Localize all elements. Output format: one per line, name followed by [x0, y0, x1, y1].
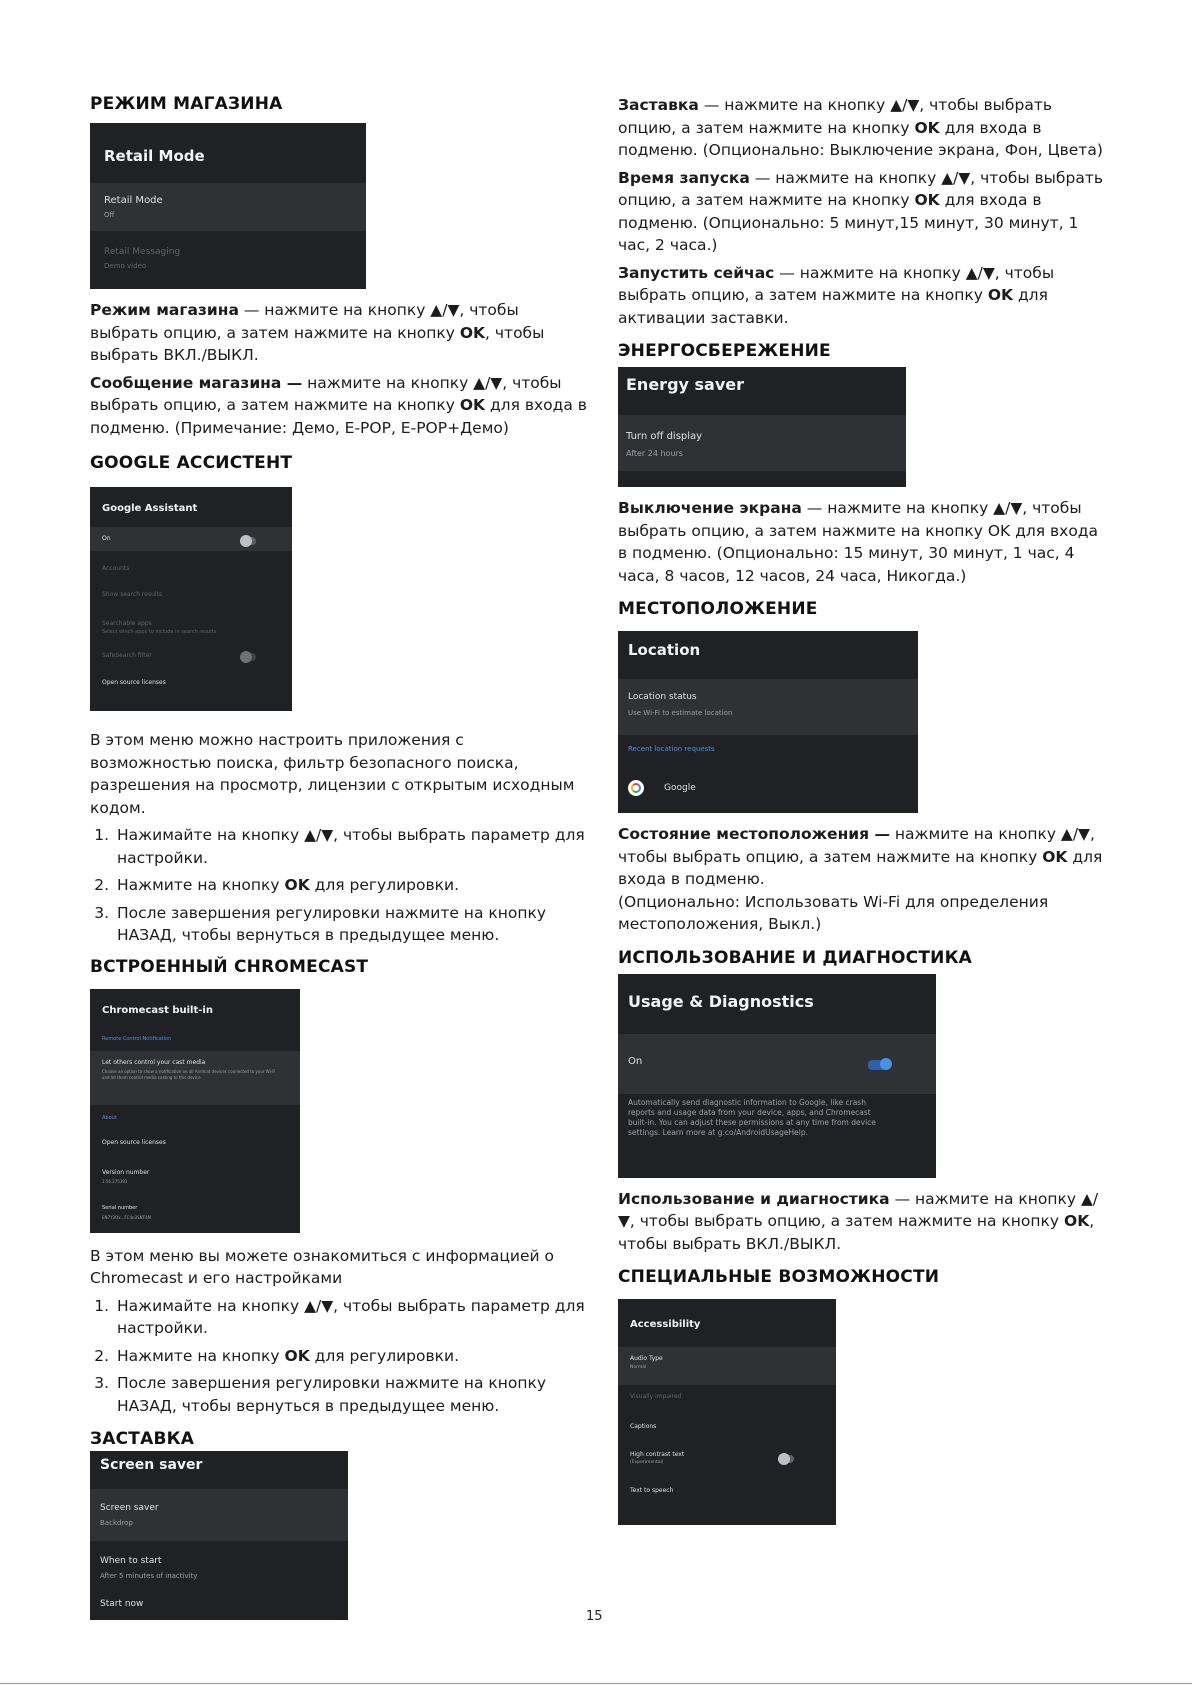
shot-item-sub: EN7Y3Ox...FC4n3SNT4M [102, 1214, 152, 1220]
shot-item: Retail Mode [104, 195, 163, 206]
shot-row-highlight [618, 1347, 836, 1385]
shot-item: Version number [102, 1168, 150, 1176]
energy-saver-screenshot [618, 367, 906, 487]
shot-item-sub: (Experimental) [630, 1460, 664, 1465]
shot-item-sub: After 5 minutes of inactivity [100, 1572, 198, 1580]
shot-item: Visually impaired [630, 1393, 682, 1400]
shot-item: On [102, 535, 111, 542]
shot-title: Screen saver [100, 1457, 203, 1473]
shot-item: Open source licenses [102, 679, 166, 686]
toggle-icon [240, 653, 256, 661]
shot-item: Captions [630, 1423, 657, 1430]
shot-item: Searchable apps [102, 620, 152, 627]
shot-item: SafeSearch filter [102, 652, 152, 659]
step: 1. Нажимайте на кнопку ▲/▼, чтобы выбрать параметр для настройки. [114, 824, 590, 869]
steps-list [90, 1295, 590, 1418]
retail-mode-screenshot [90, 123, 366, 289]
shot-section: Recent location requests [628, 745, 715, 753]
section-heading-energy: ЭНЕРГОСБЕРЕЖЕНИЕ [618, 341, 831, 361]
step: 3. После завершения регулировки нажмите на кнопку НАЗАД, чтобы вернуться в предыдущее меню. [114, 902, 590, 947]
shot-row-highlight [618, 679, 918, 735]
toggle-icon [868, 1060, 890, 1070]
section-heading-screensaver: ЗАСТАВКА [90, 1429, 195, 1449]
shot-title: Energy saver [626, 375, 745, 394]
shot-title: Retail Mode [104, 147, 205, 165]
accessibility-screenshot [618, 1299, 836, 1525]
toggle-icon [778, 1455, 794, 1463]
shot-item-sub: 1.56.275391 [102, 1178, 128, 1184]
paragraph: Состояние местоположения — нажмите на кнопку ▲/▼, чтобы выбрать опцию, а затем нажмите на кнопку OK для входа в подменю. (Опционально: Использовать Wi-Fi для определения местоположения, Выкл.) [618, 825, 1103, 933]
paragraph: Заставка — нажмите на кнопку ▲/▼, чтобы выбрать опцию, а затем нажмите на кнопку OK для входа в подменю. (Опционально: Выключение экрана, Фон, Цвета) [618, 96, 1103, 159]
shot-item-sub: Off [104, 211, 115, 219]
shot-item: On [628, 1055, 643, 1067]
paragraph: Режим магазина — нажмите на кнопку ▲/▼, чтобы выбрать опцию, а затем нажмите на кнопку OK, чтобы выбрать ВКЛ./ВЫКЛ. [90, 301, 545, 364]
step: 1. Нажимайте на кнопку ▲/▼, чтобы выбрать параметр для настройки. [114, 1295, 590, 1340]
step: 2. Нажмите на кнопку OK для регулировки. [114, 874, 590, 897]
usage-diagnostics-screenshot [618, 974, 936, 1178]
section-heading-usage: ИСПОЛЬЗОВАНИЕ И ДИАГНОСТИКА [618, 947, 973, 968]
google-assistant-screenshot [90, 487, 292, 711]
shot-row-highlight [90, 1489, 348, 1541]
steps-list [90, 824, 590, 947]
left-column [90, 94, 590, 1630]
shot-item-sub: Select which apps to include in search results [102, 629, 217, 635]
shot-item: Let others control your cast media [102, 1058, 206, 1066]
shot-title: Google Assistant [102, 503, 198, 514]
paragraph: В этом меню вы можете ознакомиться с информацией о Chromecast и его настройками [90, 1246, 554, 1287]
shot-section: About [102, 1114, 117, 1121]
paragraph: Запустить сейчас — нажмите на кнопку ▲/▼, чтобы выбрать опцию, а затем нажмите на кнопку OK для активации заставки. [618, 263, 1055, 327]
location-screenshot [618, 631, 918, 813]
shot-item-sub: Demo video [104, 262, 147, 270]
shot-item: Retail Messaging [104, 247, 181, 257]
shot-item: Turn off display [626, 431, 703, 442]
page-number: 15 [586, 1609, 603, 1624]
shot-item: Location status [628, 692, 697, 702]
shot-item-sub: Use Wi-Fi to estimate location [628, 709, 733, 717]
shot-description: Automatically send diagnostic information to Google, like crash reports and usage data from your device, apps, and Chromecast built-in. You can adjust these permissions at any time from device settings. Learn more at g.co/AndroidUsageHelp. [628, 1097, 876, 1137]
shot-section: Remote Control Notification [102, 1035, 172, 1042]
section-heading-location: МЕСТОПОЛОЖЕНИЕ [618, 599, 818, 619]
step: 3. После завершения регулировки нажмите на кнопку НАЗАД, чтобы вернуться в предыдущее меню. [114, 1372, 590, 1417]
shot-item: When to start [100, 1556, 162, 1566]
shot-item-sub: Choose an option to show a notification on all Android devices connected to your Wi-Fi and let them control media casting to this device [102, 1068, 276, 1080]
screen-saver-screenshot [90, 1451, 348, 1620]
section-heading-retail: РЕЖИМ МАГАЗИНА [90, 94, 283, 114]
step: 2. Нажмите на кнопку OK для регулировки. [114, 1345, 590, 1368]
shot-item: Audio Type [630, 1355, 663, 1362]
toggle-icon [240, 537, 256, 545]
paragraph: В этом меню можно настроить приложения с возможностью поиска, фильтр безопасного поиска, разрешения на просмотр, лицензии с открытым исходным кодом. [90, 731, 575, 817]
paragraph: Сообщение магазина — нажмите на кнопку ▲/▼, чтобы выбрать опцию, а затем нажмите на кнопку OK для входа в подменю. (Примечание: Демо, E-POP, E-POP+Демо) [90, 373, 587, 437]
footer-divider [0, 1683, 1192, 1684]
shot-title: Chromecast built-in [102, 1004, 213, 1016]
shot-item-sub: Normal [630, 1365, 647, 1370]
shot-item: Text to speech [630, 1487, 674, 1494]
shot-row-highlight [90, 183, 366, 231]
shot-title: Location [628, 641, 701, 659]
paragraph: Выключение экрана — нажмите на кнопку ▲/▼, чтобы выбрать опцию, а затем нажмите на кнопку OK для входа в подменю. (Опционально: 15 минут, 30 минут, 1 час, 4 часа, 8 часов, 12 часов, 24 часа, Никогда.) [618, 499, 1099, 585]
shot-item: Start now [100, 1599, 144, 1609]
shot-item: Open source licenses [102, 1138, 166, 1146]
section-heading-chromecast: ВСТРОЕННЫЙ CHROMECAST [90, 956, 369, 977]
google-icon [628, 780, 644, 796]
shot-row-highlight [90, 527, 292, 551]
shot-row-highlight [618, 415, 906, 471]
shot-title: Usage & Diagnostics [628, 991, 814, 1011]
shot-item: Google [664, 783, 696, 793]
shot-item: High contrast text [630, 1451, 685, 1458]
section-heading-accessibility: СПЕЦИАЛЬНЫЕ ВОЗМОЖНОСТИ [618, 1267, 940, 1287]
shot-item-sub: After 24 hours [626, 449, 683, 458]
right-column [618, 94, 1108, 1535]
shot-item: Screen saver [100, 1503, 159, 1513]
paragraph: Использование и диагностика — нажмите на кнопку ▲/▼, чтобы выбрать опцию, а затем нажмите на кнопку OK, чтобы выбрать ВКЛ./ВЫКЛ. [618, 1189, 1099, 1253]
shot-title: Accessibility [630, 1319, 701, 1330]
shot-item-sub: Backdrop [100, 1519, 133, 1527]
shot-item: Show search results [102, 591, 163, 598]
shot-item: Accounts [102, 565, 130, 572]
chromecast-screenshot [90, 989, 300, 1233]
section-heading-assistant: GOOGLE АССИСТЕНТ [90, 453, 293, 473]
paragraph: Время запуска — нажмите на кнопку ▲/▼, чтобы выбрать опцию, а затем нажмите на кнопку OK для входа в подменю. (Опционально: 5 минут,15 минут, 30 минут, 1 час, 2 часа.) [618, 168, 1103, 254]
shot-item: Serial number [102, 1204, 138, 1211]
